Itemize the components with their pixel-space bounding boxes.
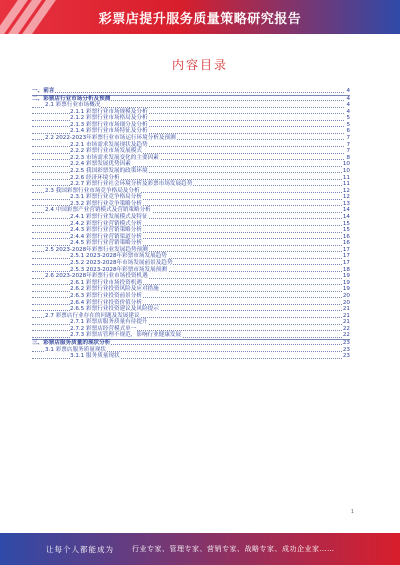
toc-entry-title: 2.4.5 彩票行业营销策略分析 (70, 240, 142, 247)
toc-entry[interactable] (32, 240, 350, 247)
toc-entry-title: 2.2.5 我国彩票发展的政策环境 (70, 167, 148, 174)
toc-entry[interactable] (32, 161, 350, 168)
toc-entry-title: 2.2.6 经济环境分析 (70, 174, 120, 181)
toc-entry-page: 19 (342, 273, 350, 280)
toc-entry-title: 3.1.1 服务质量现状 (70, 353, 120, 360)
toc-entry-page: 18 (342, 266, 350, 273)
toc-entry-page: 17 (342, 260, 350, 267)
toc-entry-title: 2.5.2 2023-2028年市场发展前景及趋势 (70, 260, 173, 267)
toc-entry-page: 4 (346, 102, 350, 109)
dot-leader (32, 92, 350, 93)
header-banner (0, 0, 400, 34)
document-title: 彩票店提升服务质量策略研究报告 (98, 12, 302, 27)
toc-entry[interactable] (32, 168, 350, 175)
toc-entry-page: 10 (342, 167, 350, 174)
toc-entry-page: 12 (342, 194, 350, 201)
toc-entry-title: 2.4.2 彩票行业营销模式分析 (70, 220, 142, 227)
toc-entry-page: 14 (342, 213, 350, 220)
toc-entry-title: 2.2.1 市场需求发展现状及趋势 (70, 141, 148, 148)
toc-entry-title: 2.3.2 彩票行业竞争策略分析 (70, 200, 142, 207)
toc-entry-title: 2.4.4 彩票行业营销渠道分析 (70, 233, 142, 240)
toc-entry-page: 23 (342, 339, 350, 346)
footer-banner (0, 533, 400, 565)
toc-entry-page: 15 (342, 220, 350, 227)
toc-entry-page: 4 (346, 108, 350, 115)
toc-entry-title: 二、彩票店行业市场分析及预测 (32, 95, 111, 102)
toc-entry-title: 一、前言 (32, 88, 55, 94)
toc-entry-page: 13 (342, 200, 350, 207)
toc-entry-page: 16 (342, 233, 350, 240)
toc-entry-title: 2.1.1 彩票行业市场规模及分析 (70, 108, 148, 115)
toc-entry-title: 2.6.1 彩票行业市场投资机遇 (70, 279, 142, 286)
toc-entry-title: 2.4 中国彩票产业营销模式及营销策略分析 (45, 207, 151, 214)
toc-entry-page: 23 (342, 346, 350, 353)
toc-entry-page: 14 (342, 207, 350, 214)
toc-entry-page: 11 (342, 181, 350, 188)
toc-entry-title: 2.2.4 彩票发展优势因素 (70, 161, 131, 168)
toc-heading: 内容目录 (171, 58, 228, 72)
toc-entry-title: 三、彩票店服务质量的现状分析 (32, 339, 111, 346)
toc-entry-page: 20 (342, 299, 350, 306)
toc-entry-page: 5 (346, 115, 350, 122)
toc-entry-title: 2.5.1 2023-2028年彩票市场发展趋势 (70, 253, 167, 260)
toc-entry-title: 2.2.3 市场需求发展变化的主要因素 (70, 154, 159, 161)
toc-entry-title: 2.6.3 彩票行业投资前景分析 (70, 292, 142, 299)
toc-entry[interactable] (32, 194, 350, 201)
toc-entry-title: 2.7.3 彩票店管理不规范，影响行业健康发展 (70, 332, 182, 339)
toc-entry[interactable] (32, 88, 350, 95)
toc-entry-title: 2.2 2022-2023年彩票行业市场运行环境分析及预测 (45, 135, 176, 142)
toc-entry-page: 12 (342, 187, 350, 194)
toc-entry-page: 19 (342, 286, 350, 293)
toc-entry-page: 15 (342, 227, 350, 234)
toc-entry-title: 2.2.2 彩票行业市场发展模式 (70, 148, 142, 155)
toc-entry-page: 22 (342, 325, 350, 332)
toc-entry[interactable] (32, 306, 350, 313)
toc-entry[interactable] (32, 148, 350, 155)
toc-entry-title: 2.7.2 彩票店经营模式单一 (70, 325, 137, 332)
toc-entry-page: 17 (342, 246, 350, 253)
toc-entry-page: 21 (342, 319, 350, 326)
toc-entry[interactable] (32, 260, 350, 267)
toc-entry[interactable] (32, 181, 350, 188)
footer-slogan: 让每个人都能成为 (46, 545, 114, 554)
toc-entry-page: 10 (342, 161, 350, 168)
toc-entry-page: 6 (346, 128, 350, 135)
toc-entry[interactable] (32, 135, 350, 142)
toc-entry-title: 2.2.7 彩票行业社会环境分析及彩票市场发展趋势 (70, 181, 193, 188)
toc-entry-page: 4 (346, 95, 350, 102)
toc-entry-page: 17 (342, 253, 350, 260)
toc-entry-title: 2.3.1 彩票行业竞争格局分析 (70, 194, 142, 201)
toc-entry[interactable] (32, 286, 350, 293)
toc-entry-page: 4 (346, 88, 350, 94)
toc-entry-title: 2.1.4 彩票行业市场特征及分析 (70, 128, 148, 135)
toc-entry[interactable] (32, 102, 350, 109)
toc-entry-page: 21 (342, 312, 350, 319)
toc-entry-page: 11 (342, 174, 350, 181)
toc-entry-title: 2.6.2 彩票行业投资风险及应对措施 (70, 286, 159, 293)
footer-tagline: 行业专家、管理专家、营销专家、战略专家、成功企业家…… (132, 545, 335, 553)
toc-entry-page: 5 (346, 121, 350, 128)
toc-entry-page: 7 (346, 148, 350, 155)
toc-entry[interactable] (32, 319, 350, 326)
toc-entry-page: 16 (342, 240, 350, 247)
toc-entry-title: 2.4.3 彩票行业营销策略分析 (70, 227, 142, 234)
toc-entry-title: 2.5.3 2023-2028年彩票市场发展预测 (70, 266, 167, 273)
toc-entry-page: 23 (342, 353, 350, 360)
toc-entry-title: 2.7 彩票店行业存在的问题及发展建议 (45, 312, 140, 319)
toc-entry-title: 2.1.3 彩票行业市场细分及分析 (70, 121, 148, 128)
toc-entry[interactable] (32, 273, 350, 280)
toc-entry[interactable] (32, 293, 350, 300)
toc-entry-page: 8 (346, 154, 350, 161)
toc-entry-page: 7 (346, 141, 350, 148)
table-of-contents (32, 88, 350, 360)
toc-entry-page: 7 (346, 135, 350, 142)
toc-entry[interactable] (32, 339, 350, 347)
toc-entry-title: 2.3 我国彩票行业市场竞争格局及分析 (45, 187, 140, 194)
toc-entry-page: 19 (342, 279, 350, 286)
toc-entry-page: 21 (342, 306, 350, 313)
toc-entry-title: 2.7.1 彩票店服务质量有待提升 (70, 319, 148, 326)
toc-entry[interactable] (32, 115, 350, 122)
toc-entry-title: 2.6 2023-2028年彩票行业市场投资机遇 (45, 273, 148, 280)
toc-entry-page: 22 (342, 332, 350, 339)
toc-entry[interactable] (32, 214, 350, 221)
toc-entry[interactable] (32, 332, 350, 339)
toc-entry-title: 2.1 彩票行业市场概况 (45, 102, 101, 109)
page-number: 1 (350, 509, 354, 515)
toc-entry-title: 3.1 彩票店服务质量现状 (45, 346, 107, 353)
toc-entry[interactable] (32, 227, 350, 234)
toc-entry-title: 2.6.4 彩票行业投资价值分析 (70, 299, 142, 306)
toc-entry[interactable] (32, 207, 350, 214)
toc-entry-title: 2.1.2 彩票行业市场格局及分析 (70, 115, 148, 122)
toc-entry-title: 2.5 2023-2028年彩票行业发展趋势预测 (45, 246, 148, 253)
toc-entry[interactable] (32, 353, 350, 360)
toc-entry-title: 2.4.1 彩票行业发展模式及特征 (70, 213, 148, 220)
toc-entry-page: 20 (342, 292, 350, 299)
toc-entry-title: 2.6.5 彩票行业投资建议及风险提示 (70, 306, 159, 313)
